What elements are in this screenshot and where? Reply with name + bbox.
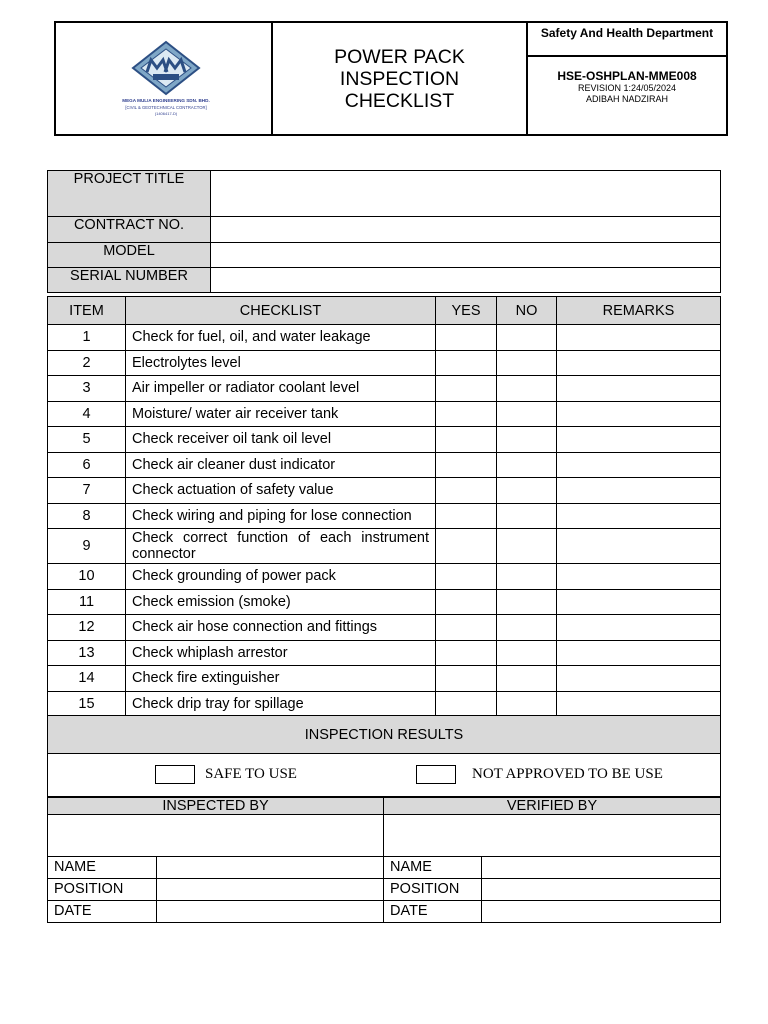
column-header-yes: YES — [436, 297, 497, 325]
checklist-row — [48, 691, 721, 717]
checklist-no-cell[interactable] — [497, 691, 557, 717]
checklist-no-cell[interactable] — [497, 325, 557, 351]
checklist-remarks-cell[interactable] — [557, 376, 721, 402]
checklist-item-text: Moisture/ water air receiver tank — [126, 401, 436, 427]
checklist-remarks-cell[interactable] — [557, 564, 721, 590]
checklist-item-number: 4 — [48, 401, 126, 427]
checklist-table — [47, 296, 721, 717]
checklist-item-number: 12 — [48, 615, 126, 641]
checklist-item-number: 3 — [48, 376, 126, 402]
inspector-date-label: DATE — [48, 901, 157, 923]
model-label: MODEL — [48, 243, 211, 268]
company-logo — [101, 38, 231, 128]
checklist-item-number: 14 — [48, 666, 126, 692]
checklist-remarks-cell[interactable] — [557, 529, 721, 564]
checklist-item-text: Air impeller or radiator coolant level — [126, 376, 436, 402]
checklist-item-text: Check fire extinguisher — [126, 666, 436, 692]
company-subtitle: [CIVIL & GEOTECHNICAL CONTRACTOR] — [125, 105, 207, 110]
checklist-row — [48, 503, 721, 529]
checklist-remarks-cell[interactable] — [557, 589, 721, 615]
checklist-yes-cell[interactable] — [436, 427, 497, 453]
document-title — [273, 23, 528, 134]
checklist-row — [48, 350, 721, 376]
checklist-item-text: Check actuation of safety value — [126, 478, 436, 504]
title-line-1: POWER PACK — [334, 45, 465, 68]
checklist-row — [48, 401, 721, 427]
checklist-remarks-cell[interactable] — [557, 615, 721, 641]
inspection-results-options — [48, 754, 721, 797]
checklist-yes-cell[interactable] — [436, 452, 497, 478]
checklist-item-number: 13 — [48, 640, 126, 666]
checklist-no-cell[interactable] — [497, 401, 557, 427]
checklist-row — [48, 452, 721, 478]
checklist-item-text: Check emission (smoke) — [126, 589, 436, 615]
verifier-name-label: NAME — [384, 857, 482, 879]
safe-to-use-checkbox[interactable] — [155, 765, 195, 784]
checklist-yes-cell[interactable] — [436, 589, 497, 615]
column-header-item: ITEM — [48, 297, 126, 325]
checklist-item-text: Check wiring and piping for lose connection — [126, 503, 436, 529]
inspector-date-field[interactable] — [157, 901, 384, 923]
title-line-2: INSPECTION — [339, 67, 460, 90]
verifier-date-field[interactable] — [482, 901, 721, 923]
verifier-date-label: DATE — [384, 901, 482, 923]
checklist-remarks-cell[interactable] — [557, 325, 721, 351]
not-approved-label: NOT APPROVED TO BE USE — [472, 766, 663, 782]
revision-text: REVISION 1:24/05/2024 — [577, 83, 677, 93]
inspected-by-signature[interactable] — [48, 815, 384, 857]
column-header-no: NO — [497, 297, 557, 325]
checklist-row — [48, 640, 721, 666]
checklist-no-cell[interactable] — [497, 529, 557, 564]
project-title-label: PROJECT TITLE — [48, 171, 211, 217]
contract-no-label: CONTRACT NO. — [48, 217, 211, 243]
checklist-body — [48, 325, 721, 717]
checklist-remarks-cell[interactable] — [557, 427, 721, 453]
column-header-checklist: CHECKLIST — [126, 297, 436, 325]
checklist-item-number: 11 — [48, 589, 126, 615]
serial-number-field[interactable] — [211, 268, 721, 293]
checklist-yes-cell[interactable] — [436, 350, 497, 376]
checklist-item-text: Electrolytes level — [126, 350, 436, 376]
checklist-item-text: Check for fuel, oil, and water leakage — [126, 325, 436, 351]
column-header-remarks: REMARKS — [557, 297, 721, 325]
not-approved-checkbox[interactable] — [416, 765, 456, 784]
checklist-no-cell[interactable] — [497, 564, 557, 590]
checklist-item-text: Check receiver oil tank oil level — [126, 427, 436, 453]
checklist-no-cell[interactable] — [497, 350, 557, 376]
checklist-yes-cell[interactable] — [436, 615, 497, 641]
department-name: Safety And Health Department — [528, 23, 726, 57]
checklist-no-cell[interactable] — [497, 589, 557, 615]
checklist-yes-cell[interactable] — [436, 376, 497, 402]
safe-to-use-label: SAFE TO USE — [205, 766, 297, 782]
checklist-item-number: 2 — [48, 350, 126, 376]
checklist-remarks-cell[interactable] — [557, 691, 721, 717]
checklist-no-cell[interactable] — [497, 452, 557, 478]
serial-number-label: SERIAL NUMBER — [48, 268, 211, 293]
not-approved-option[interactable] — [416, 765, 663, 784]
checklist-item-text: Check whiplash arrestor — [126, 640, 436, 666]
checklist-item-text: Check grounding of power pack — [126, 564, 436, 590]
inspection-results-table — [47, 715, 721, 797]
checklist-remarks-cell[interactable] — [557, 640, 721, 666]
checklist-item-text: Check drip tray for spillage — [126, 691, 436, 717]
checklist-item-number: 9 — [48, 529, 126, 564]
checklist-item-number: 1 — [48, 325, 126, 351]
checklist-yes-cell[interactable] — [436, 503, 497, 529]
checklist-yes-cell[interactable] — [436, 640, 497, 666]
checklist-remarks-cell[interactable] — [557, 350, 721, 376]
inspector-position-field[interactable] — [157, 879, 384, 901]
checklist-yes-cell[interactable] — [436, 401, 497, 427]
checklist-row — [48, 564, 721, 590]
checklist-no-cell[interactable] — [497, 615, 557, 641]
checklist-item-text: Check air cleaner dust indicator — [126, 452, 436, 478]
checklist-yes-cell[interactable] — [436, 325, 497, 351]
checklist-no-cell[interactable] — [497, 376, 557, 402]
checklist-item-text: Check air hose connection and fittings — [126, 615, 436, 641]
verifier-name-field[interactable] — [482, 857, 721, 879]
checklist-no-cell[interactable] — [497, 478, 557, 504]
checklist-item-number: 5 — [48, 427, 126, 453]
checklist-no-cell[interactable] — [497, 427, 557, 453]
checklist-row — [48, 376, 721, 402]
document-header — [54, 21, 728, 136]
checklist-item-text: Check correct function of each instrument connector — [126, 529, 436, 564]
checklist-no-cell[interactable] — [497, 666, 557, 692]
verified-by-heading: VERIFIED BY — [384, 798, 721, 815]
checklist-yes-cell[interactable] — [436, 529, 497, 564]
verifier-position-field[interactable] — [482, 879, 721, 901]
company-logo-mark — [101, 38, 231, 98]
checklist-yes-cell[interactable] — [436, 691, 497, 717]
inspection-results-heading: INSPECTION RESULTS — [48, 716, 721, 754]
company-registration: (1406417-D) — [154, 111, 178, 116]
checklist-remarks-cell[interactable] — [557, 401, 721, 427]
author-text: ADIBAH NADZIRAH — [585, 94, 668, 104]
document-code: HSE-OSHPLAN-MME008 — [557, 69, 697, 83]
checklist-row — [48, 529, 721, 564]
checklist-remarks-cell[interactable] — [557, 452, 721, 478]
checklist-row — [48, 615, 721, 641]
signoff-table — [47, 797, 721, 923]
checklist-remarks-cell[interactable] — [557, 478, 721, 504]
document-control — [528, 23, 726, 134]
title-line-3: CHECKLIST — [344, 89, 455, 112]
contract-no-field[interactable] — [211, 217, 721, 243]
company-name: MEGA MULIA ENGINEERING SDN. BHD. — [122, 98, 210, 103]
verified-by-signature[interactable] — [384, 815, 721, 857]
checklist-no-cell[interactable] — [497, 640, 557, 666]
logo-cell — [56, 23, 273, 134]
checklist-row — [48, 589, 721, 615]
checklist-item-number: 6 — [48, 452, 126, 478]
document-reference — [528, 69, 726, 105]
checklist-yes-cell[interactable] — [436, 478, 497, 504]
checklist-item-number: 10 — [48, 564, 126, 590]
model-field[interactable] — [211, 243, 721, 268]
checklist-row — [48, 325, 721, 351]
inspected-by-heading: INSPECTED BY — [48, 798, 384, 815]
checklist-row — [48, 478, 721, 504]
checklist-item-number: 8 — [48, 503, 126, 529]
checklist-remarks-cell[interactable] — [557, 503, 721, 529]
checklist-remarks-cell[interactable] — [557, 666, 721, 692]
checklist-item-number: 7 — [48, 478, 126, 504]
verifier-position-label: POSITION — [384, 879, 482, 901]
checklist-row — [48, 427, 721, 453]
inspector-position-label: POSITION — [48, 879, 157, 901]
project-info-table — [47, 170, 721, 293]
checklist-yes-cell[interactable] — [436, 564, 497, 590]
checklist-yes-cell[interactable] — [436, 666, 497, 692]
inspector-name-field[interactable] — [157, 857, 384, 879]
inspector-name-label: NAME — [48, 857, 157, 879]
project-title-field[interactable] — [211, 171, 721, 217]
checklist-no-cell[interactable] — [497, 503, 557, 529]
checklist-row — [48, 666, 721, 692]
safe-to-use-option[interactable] — [155, 765, 297, 784]
checklist-item-number: 15 — [48, 691, 126, 717]
